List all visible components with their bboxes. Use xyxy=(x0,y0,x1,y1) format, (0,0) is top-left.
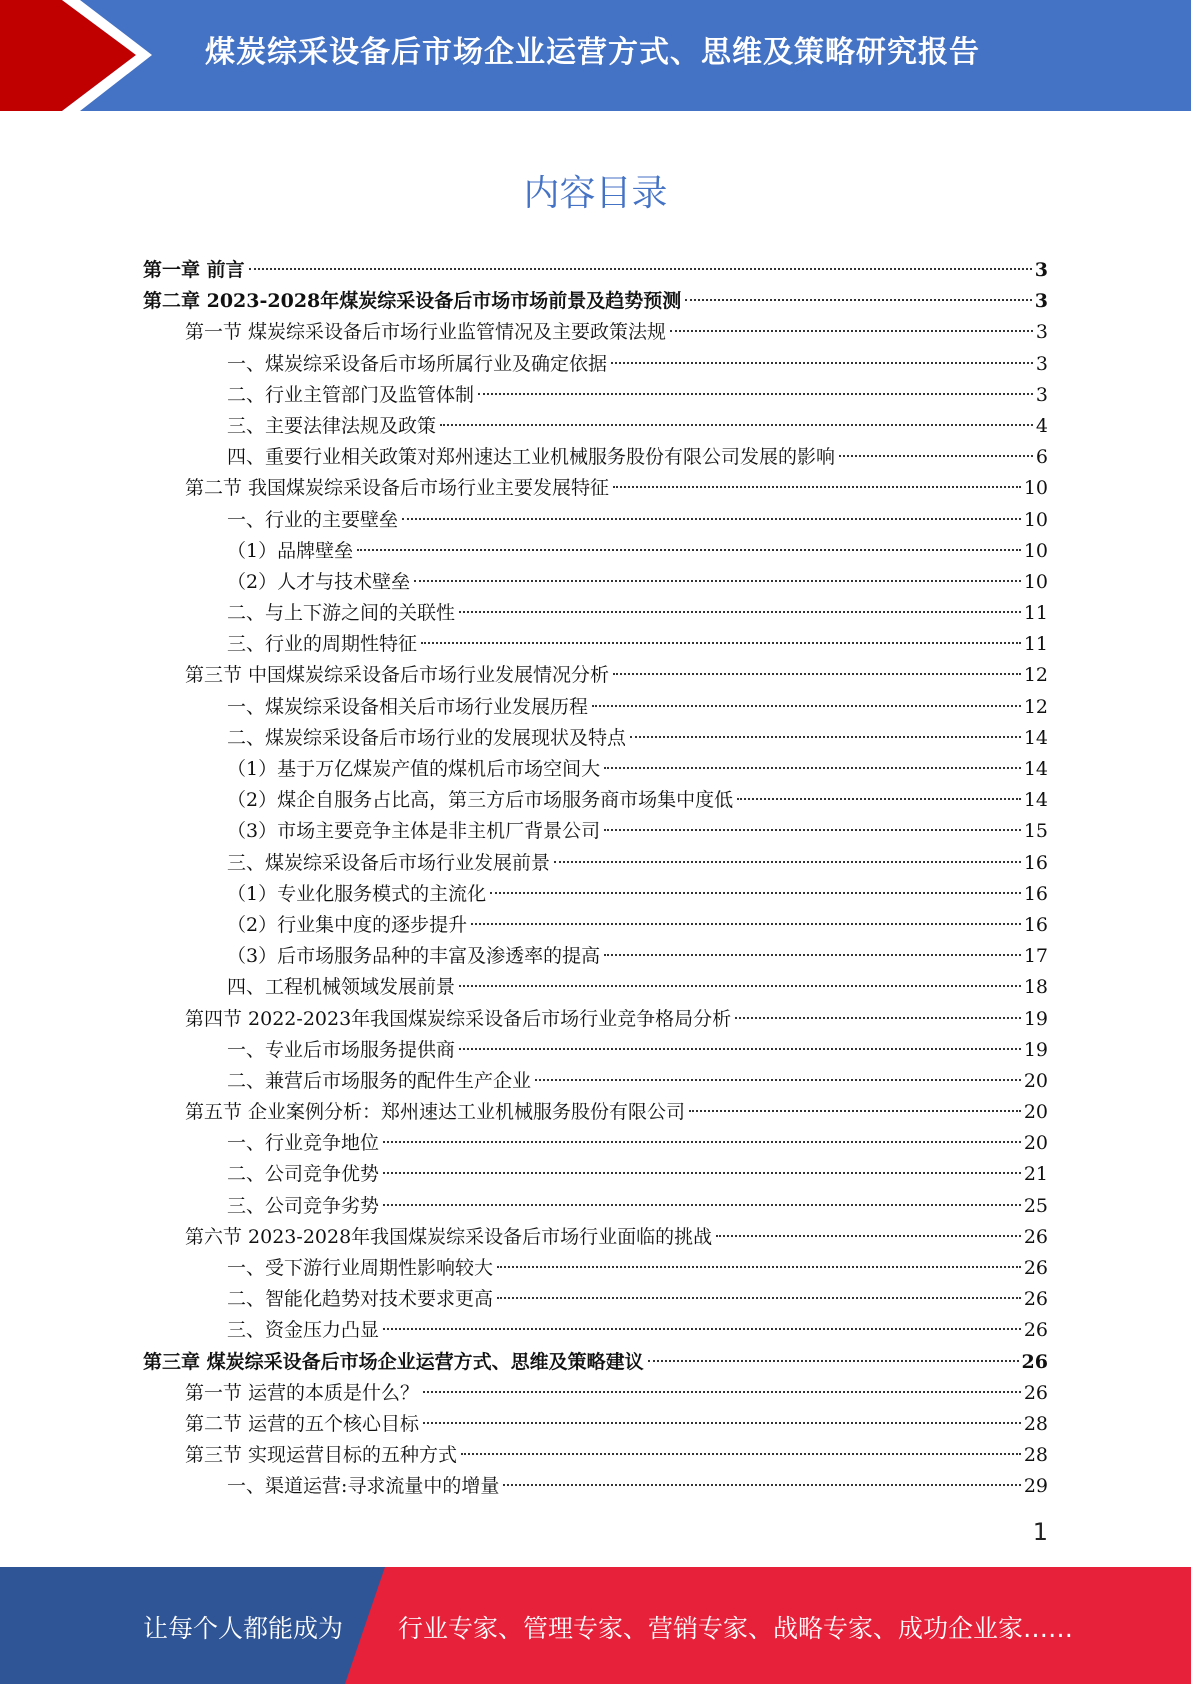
page-number: 1 xyxy=(1032,1518,1048,1546)
toc-entry[interactable] xyxy=(143,1284,1048,1315)
toc-entry[interactable] xyxy=(143,816,1048,847)
toc-entry[interactable] xyxy=(143,1471,1048,1502)
toc-entry[interactable] xyxy=(143,536,1048,567)
toc-entry-page: 10 xyxy=(1023,508,1048,531)
toc-entry[interactable] xyxy=(143,1097,1048,1128)
toc-leader-dots xyxy=(440,424,1033,426)
toc-entry-title: 第二章 2023-2028年煤炭综采设备后市场市场前景及趋势预测 xyxy=(143,290,682,313)
toc-leader-dots xyxy=(249,268,1032,270)
toc-leader-dots xyxy=(670,330,1033,332)
toc-entry[interactable] xyxy=(143,1253,1048,1284)
toc-entry[interactable] xyxy=(143,442,1048,473)
toc-leader-dots xyxy=(503,1484,1020,1486)
toc-entry-page: 26 xyxy=(1023,1288,1048,1311)
toc-entry-page: 26 xyxy=(1023,1257,1048,1279)
toc-leader-dots xyxy=(459,985,1021,987)
table-of-contents xyxy=(143,255,1048,1503)
toc-entry[interactable] xyxy=(143,972,1048,1003)
toc-leader-dots xyxy=(402,518,1021,520)
toc-entry[interactable] xyxy=(143,255,1048,286)
toc-entry[interactable] xyxy=(143,629,1048,660)
toc-entry-page: 11 xyxy=(1023,633,1048,656)
toc-entry-title: 三、煤炭综采设备后市场行业发展前景 xyxy=(227,851,551,874)
toc-entry-page: 3 xyxy=(1035,321,1048,344)
toc-entry-title: 二、行业主管部门及监管体制 xyxy=(227,383,475,406)
toc-leader-dots xyxy=(423,1391,1021,1393)
toc-leader-dots xyxy=(461,1453,1021,1455)
toc-leader-dots xyxy=(459,611,1021,613)
toc-entry[interactable] xyxy=(143,317,1048,348)
toc-entry-page: 20 xyxy=(1023,1101,1048,1124)
toc-entry[interactable] xyxy=(143,598,1048,629)
toc-entry-title: 四、工程机械领域发展前景 xyxy=(227,976,456,999)
toc-leader-dots xyxy=(478,393,1033,395)
toc-entry[interactable] xyxy=(143,941,1048,972)
toc-entry[interactable] xyxy=(143,879,1048,910)
toc-leader-dots xyxy=(737,798,1021,800)
toc-entry-page: 12 xyxy=(1023,695,1048,718)
toc-entry[interactable] xyxy=(143,1222,1048,1253)
toc-entry-page: 26 xyxy=(1023,1319,1048,1342)
toc-leader-dots xyxy=(414,580,1021,582)
toc-leader-dots xyxy=(459,1048,1021,1050)
toc-entry[interactable] xyxy=(143,567,1048,598)
toc-entry-title: 第二节 运营的五个核心目标 xyxy=(185,1412,420,1435)
footer-banner xyxy=(0,1567,1191,1684)
toc-leader-dots xyxy=(357,549,1021,551)
toc-entry-title: （1）基于万亿煤炭产值的煤机后市场空间大 xyxy=(227,758,601,780)
toc-leader-dots xyxy=(421,642,1021,644)
toc-entry-title: 二、兼营后市场服务的配件生产企业 xyxy=(227,1069,532,1092)
toc-entry-title: 第三章 煤炭综采设备后市场企业运营方式、思维及策略建议 xyxy=(143,1350,644,1373)
toc-entry[interactable] xyxy=(143,1347,1048,1378)
toc-entry-page: 4 xyxy=(1035,414,1048,437)
toc-entry[interactable] xyxy=(143,723,1048,754)
toc-entry-title: 一、行业竞争地位 xyxy=(227,1132,380,1155)
toc-entry[interactable] xyxy=(143,380,1048,411)
toc-entry-page: 19 xyxy=(1023,1038,1048,1061)
toc-entry-page: 14 xyxy=(1023,758,1048,780)
toc-entry-page: 26 xyxy=(1021,1350,1048,1373)
toc-entry[interactable] xyxy=(143,910,1048,941)
toc-entry-page: 14 xyxy=(1023,726,1048,749)
toc-entry-page: 10 xyxy=(1023,477,1048,500)
toc-leader-dots xyxy=(716,1235,1021,1237)
toc-entry[interactable] xyxy=(143,505,1048,536)
toc-entry-page: 6 xyxy=(1035,446,1048,469)
toc-entry-page: 11 xyxy=(1023,602,1048,625)
toc-entry[interactable] xyxy=(143,1004,1048,1035)
toc-entry-title: 一、专业后市场服务提供商 xyxy=(227,1038,456,1061)
toc-leader-dots xyxy=(423,1422,1021,1424)
toc-entry-title: 三、行业的周期性特征 xyxy=(227,633,418,656)
toc-entry-title: 第五节 企业案例分析：郑州速达工业机械服务股份有限公司 xyxy=(185,1101,686,1124)
toc-leader-dots xyxy=(383,1328,1021,1330)
toc-entry-page: 29 xyxy=(1023,1475,1048,1498)
toc-entry-title: 三、公司竞争劣势 xyxy=(227,1194,380,1217)
toc-entry-page: 20 xyxy=(1023,1132,1048,1155)
toc-leader-dots xyxy=(497,1297,1021,1299)
toc-entry[interactable] xyxy=(143,692,1048,723)
toc-entry[interactable] xyxy=(143,1409,1048,1440)
toc-entry-title: 三、资金压力凸显 xyxy=(227,1319,380,1342)
toc-entry-page: 20 xyxy=(1023,1069,1048,1092)
toc-entry-title: 第一节 运营的本质是什么？ xyxy=(185,1381,420,1404)
toc-entry-page: 26 xyxy=(1023,1381,1048,1404)
toc-entry-title: 一、煤炭综采设备相关后市场行业发展历程 xyxy=(227,695,589,718)
toc-entry-title: 第三节 实现运营目标的五种方式 xyxy=(185,1444,458,1467)
toc-entry-page: 12 xyxy=(1023,664,1048,687)
toc-entry[interactable] xyxy=(143,785,1048,816)
toc-entry[interactable] xyxy=(143,1035,1048,1066)
toc-entry[interactable] xyxy=(143,1128,1048,1159)
toc-entry-title: （1）品牌壁垒 xyxy=(227,539,354,562)
toc-entry-page: 14 xyxy=(1023,789,1048,812)
toc-entry-title: （2）煤企自服务占比高，第三方后市场服务商市场集中度低 xyxy=(227,789,734,812)
toc-leader-dots xyxy=(383,1172,1021,1174)
toc-entry-title: 第六节 2023-2028年我国煤炭综采设备后市场行业面临的挑战 xyxy=(185,1225,713,1248)
toc-entry-title: 第一章 前言 xyxy=(143,259,245,281)
toc-entry-page: 3 xyxy=(1034,290,1048,313)
toc-entry-title: 第二节 我国煤炭综采设备后市场行业主要发展特征 xyxy=(185,477,610,500)
toc-entry[interactable] xyxy=(143,1066,1048,1097)
toc-entry-title: 二、智能化趋势对技术要求更高 xyxy=(227,1288,494,1311)
toc-leader-dots xyxy=(592,705,1021,707)
toc-leader-dots xyxy=(535,1079,1021,1081)
toc-entry-page: 16 xyxy=(1023,913,1048,936)
toc-leader-dots xyxy=(611,362,1033,364)
toc-entry-title: 一、受下游行业周期性影响较大 xyxy=(227,1257,494,1279)
toc-entry-title: （2）人才与技术壁垒 xyxy=(227,570,411,593)
toc-entry[interactable] xyxy=(143,1378,1048,1409)
toc-leader-dots xyxy=(630,736,1021,738)
report-title: 煤炭综采设备后市场企业运营方式、思维及策略研究报告 xyxy=(205,35,980,70)
toc-entry-page: 25 xyxy=(1023,1194,1048,1217)
toc-leader-dots xyxy=(648,1360,1019,1362)
toc-entry-page: 18 xyxy=(1023,976,1048,999)
toc-entry[interactable] xyxy=(143,754,1048,785)
toc-entry-title: 一、煤炭综采设备后市场所属行业及确定依据 xyxy=(227,352,608,375)
toc-entry-page: 15 xyxy=(1023,820,1048,843)
toc-entry-title: 二、公司竞争优势 xyxy=(227,1163,380,1186)
toc-leader-dots xyxy=(383,1141,1021,1143)
toc-leader-dots xyxy=(613,486,1021,488)
report-header-banner xyxy=(0,0,1191,111)
toc-leader-dots xyxy=(554,861,1021,863)
toc-leader-dots xyxy=(471,923,1021,925)
toc-leader-dots xyxy=(839,455,1033,457)
toc-entry-page: 28 xyxy=(1023,1444,1048,1467)
toc-entry-title: （1）专业化服务模式的主流化 xyxy=(227,882,487,905)
toc-entry[interactable] xyxy=(143,1315,1048,1346)
toc-leader-dots xyxy=(604,767,1021,769)
toc-entry-title: 一、渠道运营:寻求流量中的增量 xyxy=(227,1475,500,1498)
toc-leader-dots xyxy=(613,673,1021,675)
toc-leader-dots xyxy=(689,1110,1021,1112)
toc-entry-title: （3）后市场服务品种的丰富及渗透率的提高 xyxy=(227,945,601,968)
toc-entry[interactable] xyxy=(143,1159,1048,1190)
toc-entry-page: 3 xyxy=(1035,383,1048,406)
toc-entry[interactable] xyxy=(143,286,1048,317)
toc-entry-title: （2）行业集中度的逐步提升 xyxy=(227,913,468,936)
toc-entry[interactable] xyxy=(143,848,1048,879)
toc-leader-dots xyxy=(490,892,1021,894)
toc-entry-title: 一、行业的主要壁垒 xyxy=(227,508,399,531)
toc-entry-title: 二、煤炭综采设备后市场行业的发展现状及特点 xyxy=(227,726,627,749)
toc-leader-dots xyxy=(604,829,1021,831)
toc-entry-title: 第四节 2022-2023年我国煤炭综采设备后市场行业竞争格局分析 xyxy=(185,1007,732,1030)
toc-entry-page: 10 xyxy=(1023,539,1048,562)
toc-leader-dots xyxy=(497,1266,1021,1268)
toc-leader-dots xyxy=(685,299,1032,301)
toc-leader-dots xyxy=(735,1017,1021,1019)
toc-entry-page: 3 xyxy=(1034,259,1048,281)
header-red-arrow xyxy=(0,0,136,111)
toc-leader-dots xyxy=(604,954,1021,956)
toc-entry-page: 16 xyxy=(1023,882,1048,905)
toc-entry[interactable] xyxy=(143,660,1048,691)
toc-entry-title: （3）市场主要竞争主体是非主机厂背景公司 xyxy=(227,820,601,843)
toc-entry-page: 3 xyxy=(1035,352,1048,375)
toc-leader-dots xyxy=(383,1204,1021,1206)
toc-entry-title: 第一节 煤炭综采设备后市场行业监管情况及主要政策法规 xyxy=(185,321,667,344)
footer-slogan-left: 让每个人都能成为 xyxy=(143,1614,344,1643)
toc-entry[interactable] xyxy=(143,1440,1048,1471)
toc-entry-page: 28 xyxy=(1023,1412,1048,1435)
toc-entry-page: 17 xyxy=(1023,945,1048,968)
toc-entry-title: 四、重要行业相关政策对郑州速达工业机械服务股份有限公司发展的影响 xyxy=(227,446,836,469)
toc-entry-title: 第三节 中国煤炭综采设备后市场行业发展情况分析 xyxy=(185,664,610,687)
toc-entry[interactable] xyxy=(143,411,1048,442)
toc-heading: 内容目录 xyxy=(523,173,668,214)
toc-entry-page: 10 xyxy=(1023,570,1048,593)
toc-entry-page: 19 xyxy=(1023,1007,1048,1030)
toc-entry[interactable] xyxy=(143,473,1048,504)
toc-entry-title: 二、与上下游之间的关联性 xyxy=(227,602,456,625)
toc-entry[interactable] xyxy=(143,1191,1048,1222)
toc-entry-page: 26 xyxy=(1023,1225,1048,1248)
toc-entry-page: 21 xyxy=(1023,1163,1048,1186)
toc-entry-page: 16 xyxy=(1023,851,1048,874)
footer-slogan-right: 行业专家、管理专家、营销专家、战略专家、成功企业家…… xyxy=(398,1614,1074,1643)
toc-entry[interactable] xyxy=(143,349,1048,380)
toc-entry-title: 三、主要法律法规及政策 xyxy=(227,414,437,437)
